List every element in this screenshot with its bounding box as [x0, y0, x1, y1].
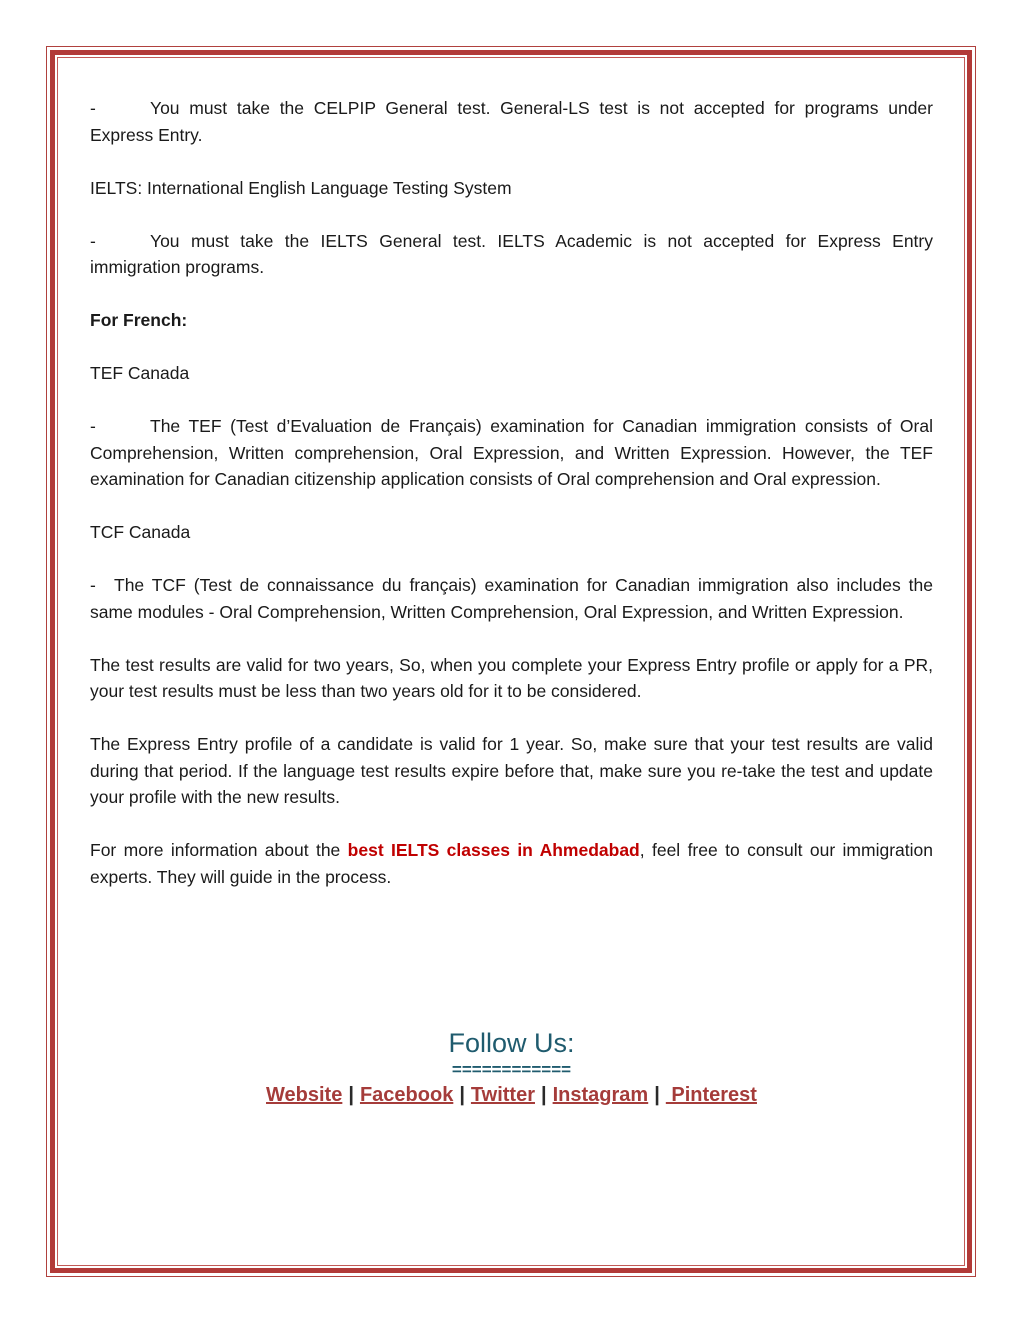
ielts-note-text: You must take the IELTS General test. IELTS Academic is not accepted for Express Entry immigration programs.	[90, 230, 933, 277]
celpip-note-text: You must take the CELPIP General test. General-LS test is not accepted for programs under Express Entry.	[90, 98, 933, 145]
paragraph-validity: The test results are valid for two years, So, when you complete your Express Entry profile or apply for a PR, your test results must be less than two years old for it to be considered.	[90, 654, 933, 701]
paragraph-tcf-note	[90, 572, 933, 625]
paragraph-tef-heading: TEF Canada	[90, 363, 190, 383]
follow-us-section	[90, 1025, 933, 1110]
document-body	[90, 95, 933, 917]
instagram-link[interactable]: Instagram	[552, 1084, 649, 1106]
bullet-dash: -	[90, 230, 96, 251]
follow-us-separator: ============	[451, 1060, 572, 1079]
paragraph-ielts-heading: IELTS: International English Language Testing System	[90, 177, 512, 198]
social-links	[90, 1080, 933, 1110]
follow-us-title: Follow Us:	[448, 1028, 575, 1058]
twitter-link[interactable]: Twitter	[470, 1084, 535, 1106]
link-separator: |	[654, 1084, 660, 1106]
paragraph-ielts-note	[90, 228, 933, 281]
pinterest-link[interactable]: Pinterest	[665, 1084, 757, 1106]
website-link[interactable]: Website	[266, 1084, 343, 1106]
paragraph-more-info	[90, 837, 933, 890]
more-info-text-before: For more information about the	[90, 840, 348, 860]
bullet-dash: -	[90, 98, 96, 118]
section-heading-french: For French:	[90, 310, 188, 330]
ielts-classes-link[interactable]: best IELTS classes in Ahmedabad	[347, 840, 640, 860]
paragraph-tcf-heading: TCF Canada	[90, 522, 191, 542]
bullet-dash: -	[90, 416, 96, 436]
link-separator: |	[459, 1084, 465, 1106]
paragraph-tef-note	[90, 413, 933, 493]
paragraph-celpip-note	[90, 95, 933, 148]
link-separator: |	[541, 1084, 547, 1106]
tef-note-text: The TEF (Test d’Evaluation de Français) examination for Canadian immigration consists of Oral Comprehension, Written comprehension, Oral Expression, and Written Expression. However, the TEF examination for Canadian citizenship application consists of Oral comprehension and Oral expression.	[90, 416, 933, 489]
link-separator: |	[348, 1084, 354, 1106]
facebook-link[interactable]: Facebook	[359, 1084, 454, 1106]
bullet-dash: -	[90, 575, 96, 595]
more-info-text-after: , feel free to consult our immigration experts. They will guide in the process.	[90, 840, 933, 887]
tcf-note-text: The TCF (Test de connaissance du français) examination for Canadian immigration also includes the same modules - Oral Comprehension, Written Comprehension, Oral Expression, and Written Expression.	[90, 575, 933, 622]
paragraph-profile-validity: The Express Entry profile of a candidate is valid for 1 year. So, make sure that your test results are valid during that period. If the language test results expire before that, make sure you re-take the test and update your profile with the new results.	[90, 734, 933, 807]
